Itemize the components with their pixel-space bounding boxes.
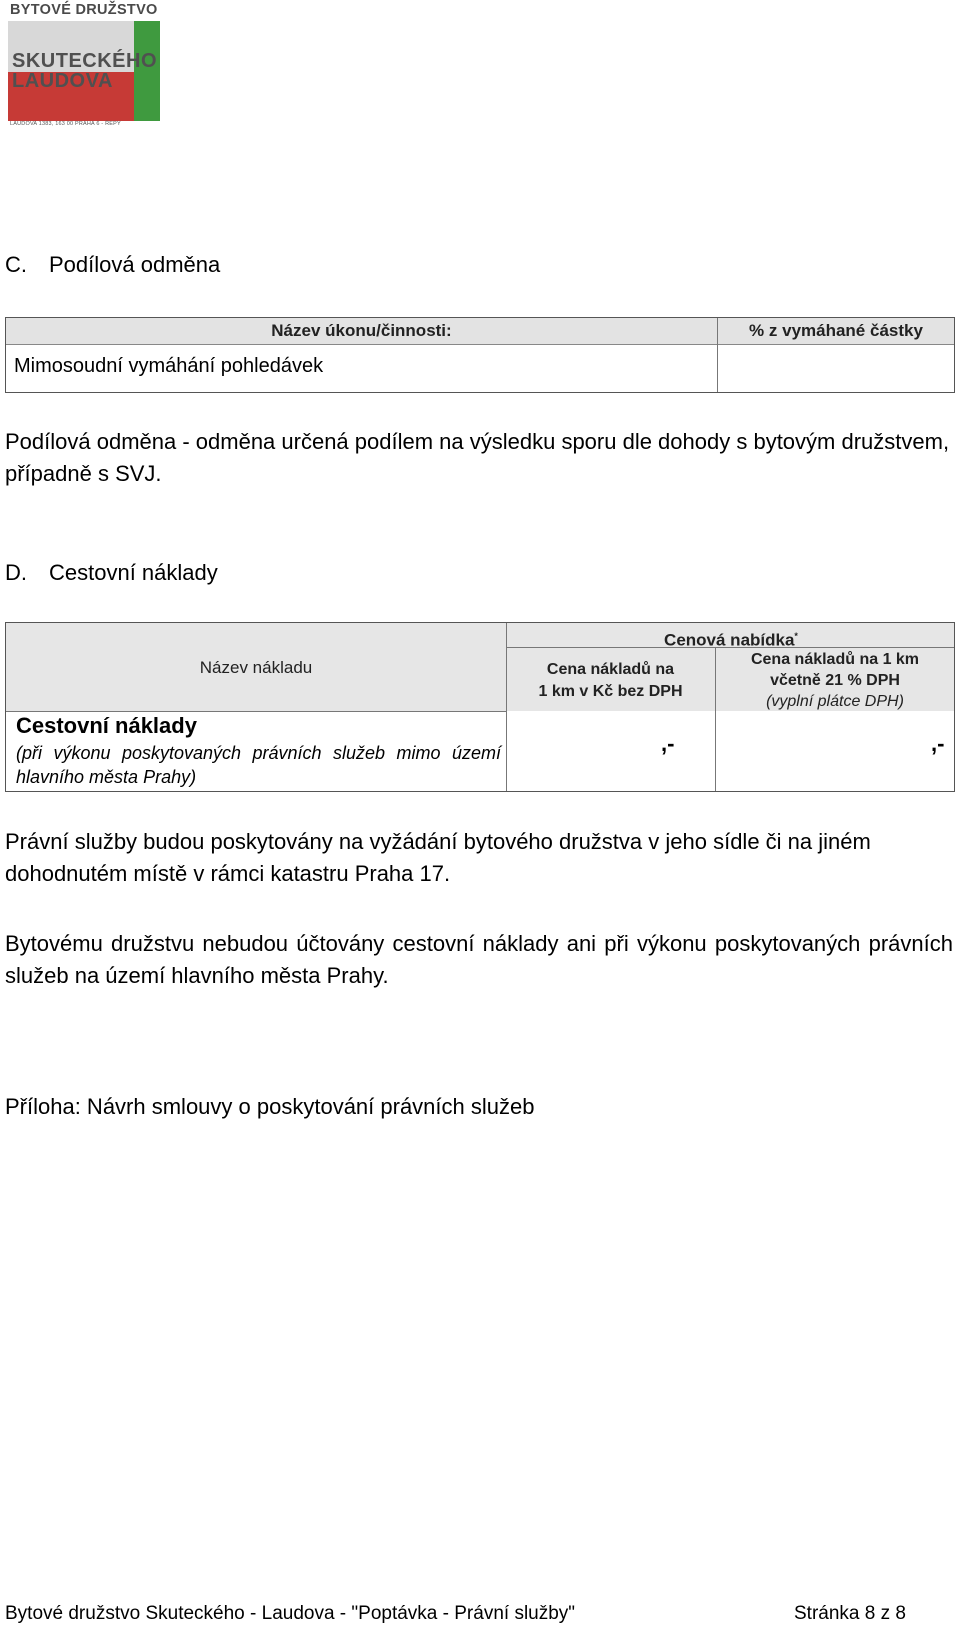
table-d-value-incl-vat[interactable]: ,- [931,731,945,756]
table-d-divider-main [506,623,507,791]
section-c-title: Podílová odměna [49,252,221,277]
table-d-row-description: (při výkonu poskytovaných právních služeb mimo území hlavního města Prahy) [16,743,501,787]
table-c-row-activity: Mimosoudní vymáhání pohledávek [14,355,324,377]
footer-page-number: Stránka 8 z 8 [794,1603,906,1624]
logo-line-3: LAUDOVA [12,70,113,92]
section-d-title: Cestovní náklady [49,560,218,585]
table-d-header-price-excl-vat [507,659,714,703]
table-d-header-offer [507,624,955,648]
fee-share-table [5,317,955,393]
section-d-letter: D. [5,560,27,585]
logo-line-1: BYTOVÉ DRUŽSTVO [10,2,158,18]
price-excl-vat-line2: 1 km v Kč bez DPH [538,683,683,700]
section-c-letter: C. [5,252,27,277]
table-d-header-cost-name: Název nákladu [199,658,313,677]
price-incl-vat-line2: včetně 21 % DPH [770,672,900,689]
section-d-paragraph-2: Bytovému družstvu nebudou účtovány cestovní náklady ani při výkonu poskytovaných právních služeb na území hlavního města Prahy. [5,931,953,988]
section-c-note: Podílová odměna - odměna určená podílem na výsledku sporu dle dohody s bytovým družstvem, případně s SVJ. [5,429,950,486]
section-d-heading [5,560,218,586]
footer-document-title: Bytové družstvo Skuteckého - Laudova - "Poptávka - Právní služby" [5,1603,576,1624]
table-c-header-activity: Název úkonu/činnosti: [6,318,717,345]
logo-address: LAUDOVA 1383, 163 00 PRAHA 6 - ŘEPY [10,121,121,127]
travel-costs-table [5,622,955,792]
table-d-row-title: Cestovní náklady [16,713,197,738]
price-incl-vat-line1: Cena nákladů na 1 km [750,651,920,668]
logo-graphic [8,21,160,121]
table-d-header-price-incl-vat [716,649,954,712]
table-d-header-offer-label: Cenová nabídka [664,630,795,650]
price-incl-vat-note: (vyplní plátce DPH) [766,693,904,710]
table-c-header-percent: % z vymáhané částky [718,318,954,345]
attachment-note: Příloha: Návrh smlouvy o poskytování právních služeb [5,1094,535,1119]
section-d-paragraph-1: Právní služby budou poskytovány na vyžádání bytového družstva v jeho sídle či na jiném dohodnutém místě v rámci katastru Praha 17. [5,829,871,886]
table-d-value-excl-vat[interactable]: ,- [661,731,675,756]
table-d-header-offer-mark: * [794,631,798,641]
price-excl-vat-line1: Cena nákladů na [546,661,675,678]
logo-line-2: SKUTECKÉHO [12,50,158,72]
table-d-divider-row [6,711,506,712]
section-c-heading [5,252,220,278]
company-logo [8,2,160,128]
table-c-divider [717,318,718,392]
